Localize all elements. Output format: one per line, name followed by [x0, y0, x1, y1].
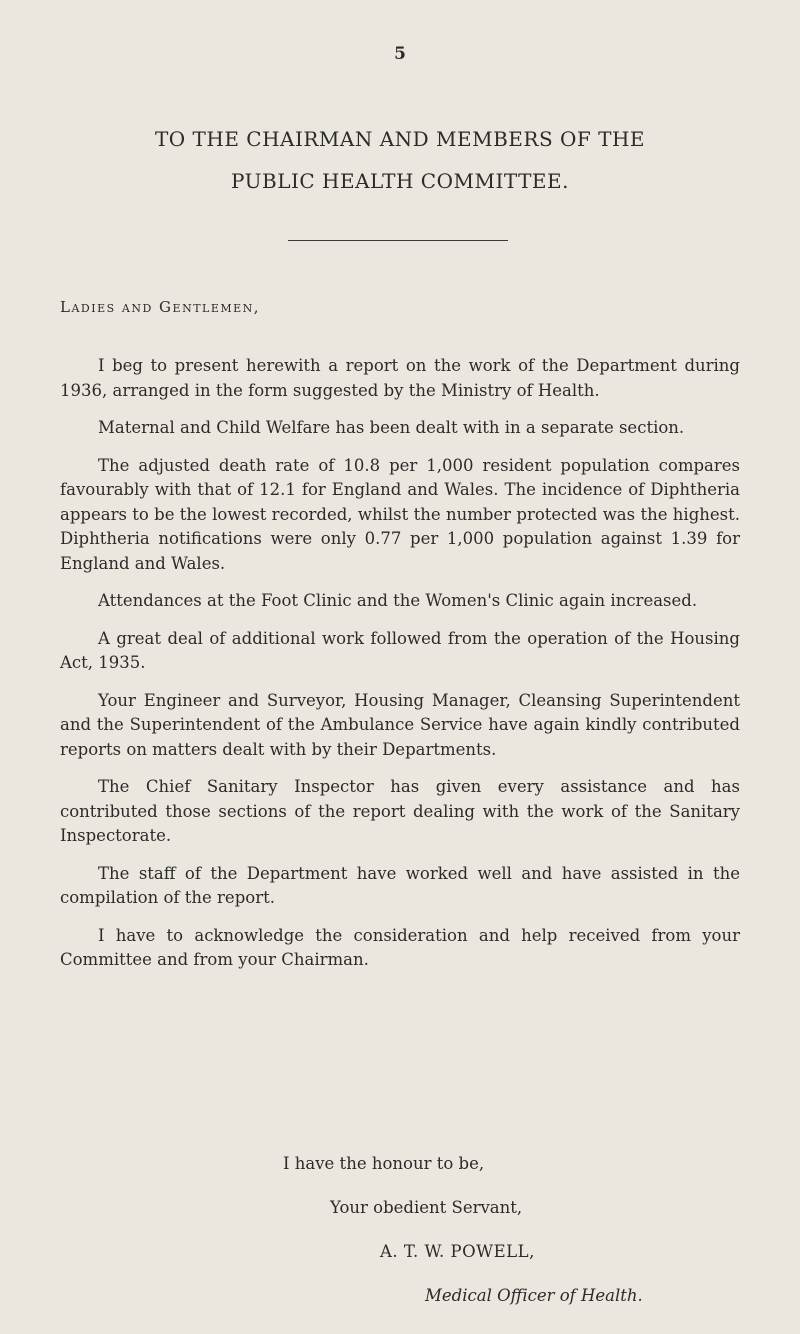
paragraph: I beg to present herewith a report on the work of the Department during 1936, arranged in the form suggested by the Ministry of Health. — [60, 356, 740, 400]
letter-body — [60, 354, 740, 986]
page-title — [60, 118, 740, 202]
paragraph: Attendances at the Foot Clinic and the Women's Clinic again increased. — [98, 591, 698, 610]
title-line-1: TO THE CHAIRMAN AND MEMBERS OF THE — [154, 127, 646, 151]
divider-rule — [288, 240, 508, 241]
paragraph: The Chief Sanitary Inspector has given every assistance and has contributed those sections of the report dealing with the work of the Sanitary Inspectorate. — [60, 777, 740, 845]
paragraph: A great deal of additional work followed from the operation of the Housing Act, 1935. — [60, 628, 740, 672]
title-line-2: PUBLIC HEALTH COMMITTEE. — [231, 169, 569, 193]
signature-name: A. T. W. POWELL, — [380, 1242, 535, 1261]
salutation: Ladies and Gentlemen, — [60, 298, 261, 316]
paragraph: Your Engineer and Surveyor, Housing Manager, Cleansing Superintendent and the Superintendent of the Ambulance Service have again kindly contributed reports on matters dealt with by their Departments. — [60, 690, 740, 759]
paragraph: I have to acknowledge the consideration and help received from your Committee and from your Chairman. — [60, 925, 740, 969]
closing-honour: I have the honour to be, — [283, 1154, 485, 1173]
paragraph: Maternal and Child Welfare has been dealt with in a separate section. — [98, 418, 685, 437]
paragraph: The staff of the Department have worked well and have assisted in the compilation of the report. — [60, 863, 740, 907]
page-number: 5 — [394, 44, 406, 64]
paragraph: The adjusted death rate of 10.8 per 1,000 resident population compares favourably with that of 12.1 for England and Wales. The incidence of Diphtheria appears to be the lowest recorded, whilst the number protected was the highest. Diphtheria notifications were only 0.77 per 1,000 population against 1.39 for England and Wales. — [60, 455, 740, 573]
signature-position: Medical Officer of Health. — [425, 1286, 643, 1305]
closing-servant: Your obedient Servant, — [330, 1198, 523, 1217]
